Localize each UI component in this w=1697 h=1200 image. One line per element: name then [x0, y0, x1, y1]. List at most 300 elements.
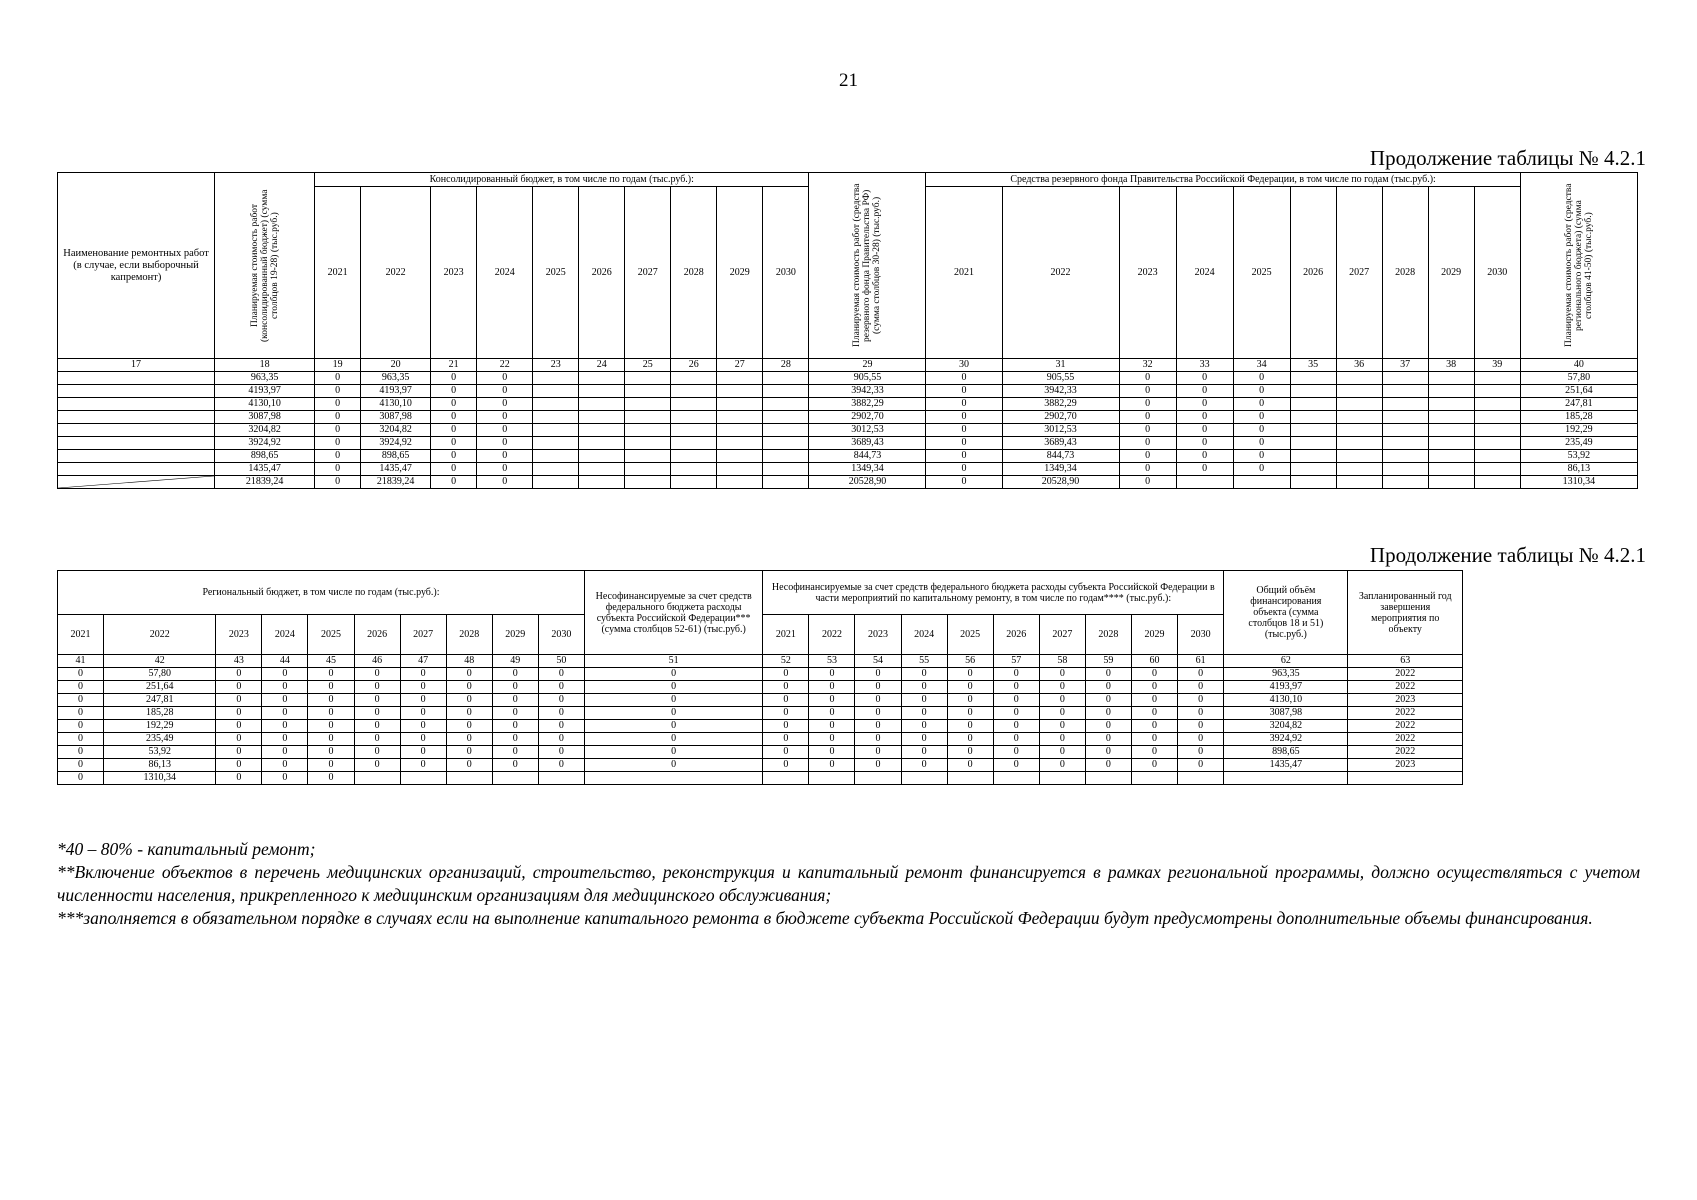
table-cell: 0 [1178, 759, 1224, 772]
table-row [58, 411, 1638, 424]
year-header-cell: 2021 [315, 187, 361, 359]
table-cell: 0 [855, 681, 901, 694]
table-cell: 0 [763, 759, 809, 772]
table-cell [625, 385, 671, 398]
table-cell [58, 424, 215, 437]
table-cell: 0 [1085, 694, 1131, 707]
table-cell [579, 411, 625, 424]
table-cell [1336, 424, 1382, 437]
year-header-cell: 2030 [1178, 615, 1224, 655]
table-cell: 0 [993, 668, 1039, 681]
table-cell: 0 [477, 424, 533, 437]
table-cell: 0 [1085, 720, 1131, 733]
table-row [58, 437, 1638, 450]
table-cell [1382, 463, 1428, 476]
table-cell: 0 [262, 668, 308, 681]
table-cell [1290, 424, 1336, 437]
table-cell [1290, 385, 1336, 398]
table-cell: 0 [477, 398, 533, 411]
table-cell [717, 398, 763, 411]
table-row [58, 720, 1463, 733]
column-number-cell: 51 [584, 655, 762, 668]
table-cell [58, 450, 215, 463]
table-cell: 0 [262, 707, 308, 720]
table-cell: 0 [446, 759, 492, 772]
table-cell [671, 463, 717, 476]
footnote-2: **Включение объектов в перечень медицинских организаций, строительство, реконструкция и капитальный ремонт финансируется в рамках региональной программы, должно осуществляться с учетом численности населения, прикрепленного к медицинским организациям для медицинского обслуживания; [57, 862, 1640, 905]
table-cell: 0 [216, 694, 262, 707]
table-cell: 0 [855, 668, 901, 681]
table-cell [901, 772, 947, 785]
table-cell: 0 [1039, 733, 1085, 746]
table-cell: 0 [855, 694, 901, 707]
table-cell: 0 [308, 733, 354, 746]
table-cell: 1349,34 [1002, 463, 1119, 476]
table-cell: 0 [1085, 733, 1131, 746]
table-cell: 0 [400, 759, 446, 772]
table-cell [58, 398, 215, 411]
table-cell [809, 772, 855, 785]
table-4-2-1-part-2 [57, 570, 1463, 785]
table-cell: 0 [926, 385, 1002, 398]
column-number-cell: 40 [1520, 359, 1637, 372]
table-cell: 0 [1233, 424, 1290, 437]
year-header-cell: 2024 [262, 615, 308, 655]
table-cell [947, 772, 993, 785]
table-cell: 0 [354, 720, 400, 733]
table-cell [1085, 772, 1131, 785]
column-number-cell: 20 [361, 359, 431, 372]
table-cell: 0 [400, 720, 446, 733]
table-cell [579, 463, 625, 476]
table-cell: 0 [926, 398, 1002, 411]
table-cell: 0 [315, 437, 361, 450]
table-cell [1131, 772, 1177, 785]
table-cell [1428, 476, 1474, 489]
table-cell: 0 [947, 733, 993, 746]
column-number-cell: 17 [58, 359, 215, 372]
table-cell [1382, 385, 1428, 398]
column-number-cell: 46 [354, 655, 400, 668]
table-cell: 0 [216, 681, 262, 694]
table-cell: 0 [993, 759, 1039, 772]
table-cell: 57,80 [1520, 372, 1637, 385]
table-cell: 0 [492, 746, 538, 759]
table-cell: 21839,24 [361, 476, 431, 489]
table-cell: 0 [763, 694, 809, 707]
column-number-cell: 43 [216, 655, 262, 668]
table-cell [354, 772, 400, 785]
column-number-cell: 38 [1428, 359, 1474, 372]
year-header-cell: 2026 [354, 615, 400, 655]
table-cell: 0 [308, 720, 354, 733]
table-cell [625, 398, 671, 411]
table-cell: 0 [809, 707, 855, 720]
table-cell: 0 [1233, 372, 1290, 385]
table-cell [1474, 385, 1520, 398]
table-cell: 0 [1085, 759, 1131, 772]
table-cell: 898,65 [215, 450, 315, 463]
table-cell: 0 [1039, 720, 1085, 733]
table-cell: 0 [1176, 411, 1233, 424]
footnote-3: ***заполняется в обязательном порядке в случаях если на выполнение капитального ремонта в бюджете субъекта Российской Федерации будут предусмотрены дополнительные объемы финансирования. [57, 908, 1593, 928]
table-cell: 0 [926, 411, 1002, 424]
table-cell: 4130,10 [215, 398, 315, 411]
table-cell: 0 [58, 694, 104, 707]
table-cell: 53,92 [104, 746, 216, 759]
column-number-cell: 30 [926, 359, 1002, 372]
table-cell [717, 385, 763, 398]
table-row [58, 668, 1463, 681]
table-cell: 0 [947, 746, 993, 759]
diagonal-line [58, 476, 214, 488]
column-number-cell: 27 [717, 359, 763, 372]
table-cell: 0 [538, 707, 584, 720]
table-cell: 963,35 [361, 372, 431, 385]
table-cell: 0 [763, 668, 809, 681]
table-cell: 0 [1176, 385, 1233, 398]
column-number-cell: 52 [763, 655, 809, 668]
table-cell: 0 [1131, 694, 1177, 707]
table-cell [533, 463, 579, 476]
table-cell: 0 [855, 733, 901, 746]
table-body [58, 668, 1463, 785]
table-cell: 0 [354, 668, 400, 681]
table-cell [584, 772, 762, 785]
year-header-cell: 2024 [901, 615, 947, 655]
year-header-cell: 2022 [361, 187, 431, 359]
table-cell [1428, 398, 1474, 411]
table-cell: 0 [993, 746, 1039, 759]
table-cell [1336, 463, 1382, 476]
year-header-cell: 2029 [717, 187, 763, 359]
table-cell [625, 437, 671, 450]
table-cell: 0 [584, 746, 762, 759]
table-cell [533, 424, 579, 437]
page-number: 21 [839, 70, 858, 91]
table-cell: 3204,82 [361, 424, 431, 437]
table-row [58, 398, 1638, 411]
table-cell: 0 [538, 759, 584, 772]
table-cell [533, 385, 579, 398]
table-cell [717, 372, 763, 385]
table-cell [1290, 411, 1336, 424]
table-cell: 0 [1176, 372, 1233, 385]
table-cell: 0 [308, 668, 354, 681]
table-cell: 0 [477, 450, 533, 463]
table-cell: 0 [855, 720, 901, 733]
table-cell: 0 [431, 450, 477, 463]
table-cell: 0 [855, 746, 901, 759]
table-cell [1336, 385, 1382, 398]
column-number-cell: 31 [1002, 359, 1119, 372]
table-cell [1382, 424, 1428, 437]
table-cell: 0 [315, 424, 361, 437]
table-cell: 86,13 [104, 759, 216, 772]
year-header-cell: 2023 [431, 187, 477, 359]
table-cell: 53,92 [1520, 450, 1637, 463]
table-cell [1474, 424, 1520, 437]
table-cell: 0 [477, 372, 533, 385]
table-cell [1178, 772, 1224, 785]
table-cell [533, 372, 579, 385]
table-cell: 0 [584, 681, 762, 694]
table-cell [671, 476, 717, 489]
table-cell [533, 476, 579, 489]
table-cell: 0 [1178, 668, 1224, 681]
table-cell [1382, 372, 1428, 385]
table-cell [533, 450, 579, 463]
table-cell [763, 385, 809, 398]
table-cell: 1435,47 [1224, 759, 1348, 772]
column-number-cell: 60 [1131, 655, 1177, 668]
table-cell: 0 [431, 411, 477, 424]
table-cell: 0 [584, 733, 762, 746]
table-cell: 0 [926, 372, 1002, 385]
table-cell: 898,65 [361, 450, 431, 463]
table-cell [763, 450, 809, 463]
table-cell: 0 [354, 694, 400, 707]
table-cell [533, 437, 579, 450]
table-cell [717, 424, 763, 437]
table-cell: 57,80 [104, 668, 216, 681]
name-header: Наименование ремонтных работ (в случае, если выборочный капремонт) [58, 173, 215, 359]
table-cell [671, 398, 717, 411]
table-cell: 0 [901, 694, 947, 707]
table-cell [763, 398, 809, 411]
table-cell: 0 [431, 385, 477, 398]
table-cell: 0 [901, 707, 947, 720]
column-number-cell: 63 [1348, 655, 1463, 668]
table-cell: 0 [431, 437, 477, 450]
table-cell: 2022 [1348, 707, 1463, 720]
column-number-row [58, 655, 1463, 668]
table-cell: 0 [58, 772, 104, 785]
table-cell [717, 476, 763, 489]
planned-consolidated-header: Планируемая стоимость работ (консолидированный бюджет) (сумма столбцов 19-28) (тыс.руб.) [249, 189, 280, 342]
table-cell: 0 [308, 681, 354, 694]
table-cell: 1435,47 [361, 463, 431, 476]
column-number-cell: 42 [104, 655, 216, 668]
table-cell: 2022 [1348, 668, 1463, 681]
column-number-cell: 57 [993, 655, 1039, 668]
table-cell [1290, 476, 1336, 489]
table-cell: 0 [1039, 681, 1085, 694]
table-cell: 2022 [1348, 720, 1463, 733]
table-cell: 0 [492, 694, 538, 707]
table-cell: 0 [901, 720, 947, 733]
table-cell: 4130,10 [1224, 694, 1348, 707]
table-cell: 0 [477, 437, 533, 450]
footnotes [57, 838, 1640, 930]
column-number-cell: 37 [1382, 359, 1428, 372]
table-cell [1474, 463, 1520, 476]
column-number-cell: 33 [1176, 359, 1233, 372]
table-cell: 0 [1119, 385, 1176, 398]
table-cell: 0 [58, 759, 104, 772]
column-number-cell: 28 [763, 359, 809, 372]
table-cell: 0 [809, 759, 855, 772]
table-cell [1428, 385, 1474, 398]
table-cell: 0 [1085, 707, 1131, 720]
table-cell: 0 [492, 759, 538, 772]
total-row-diagonal-cell [58, 476, 215, 489]
table-caption-2: Продолжение таблицы № 4.2.1 [1369, 543, 1646, 567]
year-header-cell: 2028 [1382, 187, 1428, 359]
table-cell [579, 450, 625, 463]
table-cell [1474, 411, 1520, 424]
table-cell: 0 [354, 681, 400, 694]
table-row [58, 424, 1638, 437]
table-cell: 0 [216, 733, 262, 746]
table-cell [1290, 463, 1336, 476]
table-body [58, 372, 1638, 489]
table-cell: 3942,33 [1002, 385, 1119, 398]
table-cell: 0 [993, 720, 1039, 733]
total-financing-header: Общий объём финансирования объекта (сумма столбцов 18 и 51) (тыс.руб.) [1224, 571, 1348, 655]
year-header-cell: 2026 [1290, 187, 1336, 359]
table-cell [579, 385, 625, 398]
table-cell: 0 [1233, 450, 1290, 463]
table-cell [1474, 476, 1520, 489]
year-header-cell: 2028 [446, 615, 492, 655]
table-cell [1039, 772, 1085, 785]
table-cell: 0 [216, 772, 262, 785]
table-cell: 0 [1085, 746, 1131, 759]
column-number-cell: 22 [477, 359, 533, 372]
table-cell: 0 [538, 694, 584, 707]
table-cell: 3689,43 [809, 437, 926, 450]
table-cell: 0 [354, 733, 400, 746]
table-cell [400, 772, 446, 785]
table-cell: 0 [1119, 398, 1176, 411]
table-cell: 0 [1085, 681, 1131, 694]
table-cell [625, 476, 671, 489]
table-cell: 3087,98 [1224, 707, 1348, 720]
table-cell: 0 [400, 707, 446, 720]
table-cell: 2902,70 [1002, 411, 1119, 424]
year-header-cell: 2022 [104, 615, 216, 655]
table-cell: 0 [400, 668, 446, 681]
table-cell [1290, 372, 1336, 385]
table-cell: 247,81 [1520, 398, 1637, 411]
table-cell: 0 [315, 463, 361, 476]
table-cell [1336, 398, 1382, 411]
completion-year-header: Запланированный год завершения мероприятия по объекту [1348, 571, 1463, 655]
column-number-cell: 49 [492, 655, 538, 668]
planned-regional-header: Планируемая стоимость работ (средства регионального бюджета) (сумма столбцов 41-50) (тыс.руб.) [1563, 183, 1594, 348]
table-cell: 4193,97 [1224, 681, 1348, 694]
year-header-cell: 2030 [1474, 187, 1520, 359]
column-number-cell: 41 [58, 655, 104, 668]
regional-group-header: Региональный бюджет, в том числе по годам (тыс.руб.): [58, 571, 585, 615]
table-cell [1336, 476, 1382, 489]
table-cell: 3882,29 [1002, 398, 1119, 411]
table-cell: 0 [1131, 668, 1177, 681]
table-cell: 0 [308, 772, 354, 785]
table-cell: 0 [1119, 476, 1176, 489]
table-cell: 0 [538, 668, 584, 681]
table-cell [58, 411, 215, 424]
table-cell: 905,55 [1002, 372, 1119, 385]
table-cell: 0 [315, 398, 361, 411]
year-header-cell: 2027 [400, 615, 446, 655]
table-cell [1382, 411, 1428, 424]
table-cell [671, 450, 717, 463]
table-cell: 0 [58, 707, 104, 720]
table-cell: 0 [1039, 694, 1085, 707]
table-cell [993, 772, 1039, 785]
column-number-cell: 26 [671, 359, 717, 372]
table-cell: 21839,24 [215, 476, 315, 489]
table-cell [1336, 450, 1382, 463]
column-number-cell: 34 [1233, 359, 1290, 372]
table-cell [625, 450, 671, 463]
table-cell: 0 [446, 733, 492, 746]
table-cell: 0 [584, 759, 762, 772]
table-cell: 0 [1178, 746, 1224, 759]
table-cell: 0 [58, 733, 104, 746]
column-number-cell: 23 [533, 359, 579, 372]
table-cell: 0 [901, 759, 947, 772]
table-cell: 0 [1039, 707, 1085, 720]
table-row [58, 746, 1463, 759]
year-header-cell: 2027 [1039, 615, 1085, 655]
table-row [58, 759, 1463, 772]
year-header-cell: 2030 [763, 187, 809, 359]
table-cell: 0 [315, 372, 361, 385]
table-cell: 0 [993, 733, 1039, 746]
table-cell: 0 [926, 476, 1002, 489]
year-header-cell: 2028 [1085, 615, 1131, 655]
table-cell: 0 [400, 694, 446, 707]
table-cell [1428, 424, 1474, 437]
year-header-cell: 2030 [538, 615, 584, 655]
column-number-cell: 48 [446, 655, 492, 668]
table-cell: 0 [538, 746, 584, 759]
table-cell: 0 [492, 681, 538, 694]
table-cell: 0 [584, 707, 762, 720]
table-cell: 0 [492, 707, 538, 720]
table-cell: 3204,82 [1224, 720, 1348, 733]
table-cell: 0 [538, 720, 584, 733]
table-cell: 0 [809, 720, 855, 733]
table-cell: 0 [446, 668, 492, 681]
table-cell: 0 [1176, 450, 1233, 463]
table-cell: 898,65 [1224, 746, 1348, 759]
table-cell: 0 [763, 720, 809, 733]
column-number-row [58, 359, 1638, 372]
table-cell: 0 [315, 411, 361, 424]
table-cell: 0 [431, 463, 477, 476]
table-row [58, 681, 1463, 694]
table-cell: 2022 [1348, 681, 1463, 694]
year-header-cell: 2025 [947, 615, 993, 655]
table-cell: 0 [308, 707, 354, 720]
table-cell [671, 411, 717, 424]
table-cell: 0 [901, 733, 947, 746]
table-cell: 0 [477, 476, 533, 489]
table-cell: 0 [308, 746, 354, 759]
table-cell: 235,49 [104, 733, 216, 746]
table-cell: 0 [216, 720, 262, 733]
table-cell: 0 [354, 707, 400, 720]
table-cell: 247,81 [104, 694, 216, 707]
year-header-cell: 2029 [1131, 615, 1177, 655]
table-cell: 0 [477, 411, 533, 424]
table-cell [58, 385, 215, 398]
table-cell: 0 [993, 681, 1039, 694]
